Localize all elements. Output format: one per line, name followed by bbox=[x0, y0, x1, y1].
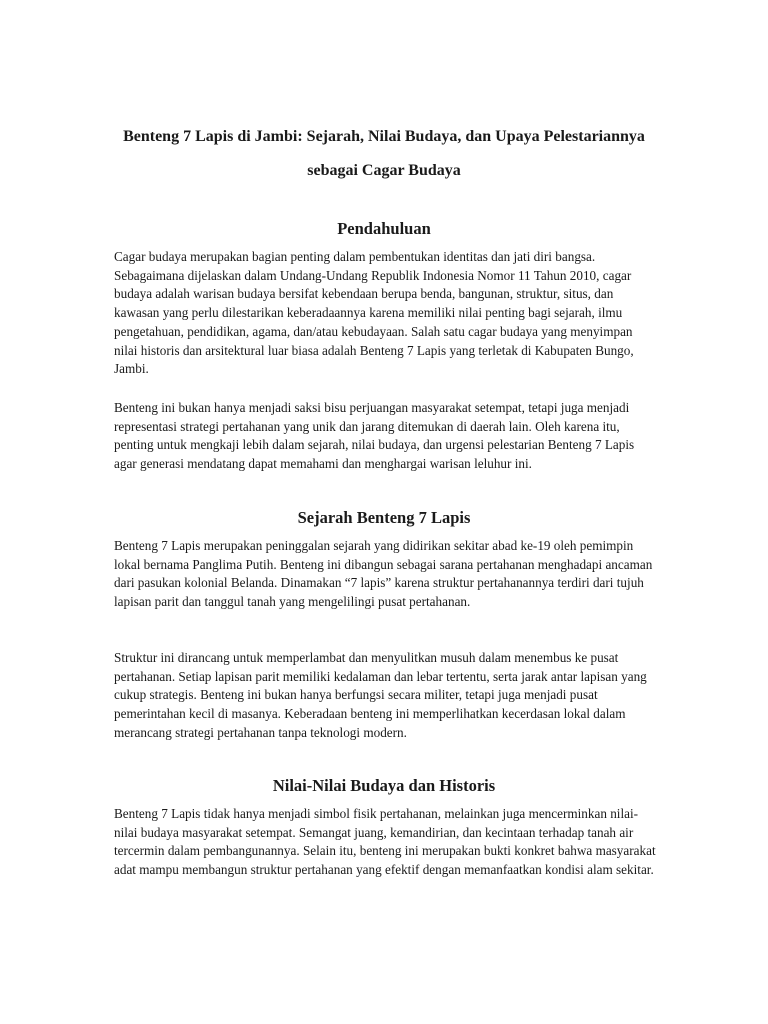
section-heading-sejarah: Sejarah Benteng 7 Lapis bbox=[297, 508, 471, 527]
paragraph: Benteng ini bukan hanya menjadi saksi bisu perjuangan masyarakat setempat, tetapi juga menjadi representasi strategi pertahanan yang unik dan jarang ditemukan di daerah lain. Oleh karena itu, penting untuk mengkaji lebih dalam sejarah, nilai budaya, dan urgensi pelestarian Benteng 7 Lapis agar generasi mendatang dapat memahami dan menghargai warisan leluhur ini. bbox=[114, 400, 635, 472]
paragraph: Cagar budaya merupakan bagian penting dalam pembentukan identitas dan jati diri bangsa. Sebagaimana dijelaskan dalam Undang-Undang Republik Indonesia Nomor 11 Tahun 2010, cagar budaya adalah warisan budaya bersifat kebendaan berupa benda, bangunan, struktur, situs, dan kawasan yang perlu dilestarikan keberadaannya karena memiliki nilai penting bagi sejarah, ilmu pengetahuan, pendidikan, agama, dan/atau kebudayaan. Salah satu cagar budaya yang menyimpan nilai historis dan arsitektural luar biasa adalah Benteng 7 Lapis yang terletak di Kabupaten Bungo, Jambi. bbox=[114, 249, 634, 377]
section-heading-pendahuluan: Pendahuluan bbox=[337, 219, 431, 238]
paragraph: Benteng 7 Lapis tidak hanya menjadi simbol fisik pertahanan, melainkan juga mencerminkan nilai-nilai budaya masyarakat setempat. Semangat juang, kemandirian, dan kecintaan terhadap tanah air tercermin dalam pembangunannya. Selain itu, benteng ini merupakan bukti konkret bahwa masyarakat adat mampu membangun struktur pertahanan yang efektif dengan memanfaatkan kondisi alam sekitar. bbox=[114, 806, 656, 878]
paragraph: Benteng 7 Lapis merupakan peninggalan sejarah yang didirikan sekitar abad ke-19 oleh pemimpin lokal bernama Panglima Putih. Benteng ini dibangun sebagai sarana pertahanan menghadapi ancaman dari pasukan kolonial Belanda. Dinamakan “7 lapis” karena struktur pertahanannya terdiri dari tujuh lapisan parit dan tanggul tanah yang mengelilingi pusat pertahanan. bbox=[114, 538, 653, 610]
paragraph: Struktur ini dirancang untuk memperlambat dan menyulitkan musuh dalam menembus ke pusat pertahanan. Setiap lapisan parit memiliki kedalaman dan lebar tertentu, serta jarak antar lapisan yang cukup strategis. Benteng ini bukan hanya berfungsi secara militer, tetapi juga menjadi pusat pemerintahan kecil di masanya. Keberadaan benteng ini memperlihatkan kecerdasan lokal dalam merancang strategi pertahanan tanpa teknologi modern. bbox=[114, 650, 647, 740]
document-title: Benteng 7 Lapis di Jambi: Sejarah, Nilai Budaya, dan Upaya Pelestariannya sebagai Cagar Budaya bbox=[123, 128, 645, 179]
section-heading-nilai-budaya: Nilai-Nilai Budaya dan Historis bbox=[272, 776, 496, 795]
